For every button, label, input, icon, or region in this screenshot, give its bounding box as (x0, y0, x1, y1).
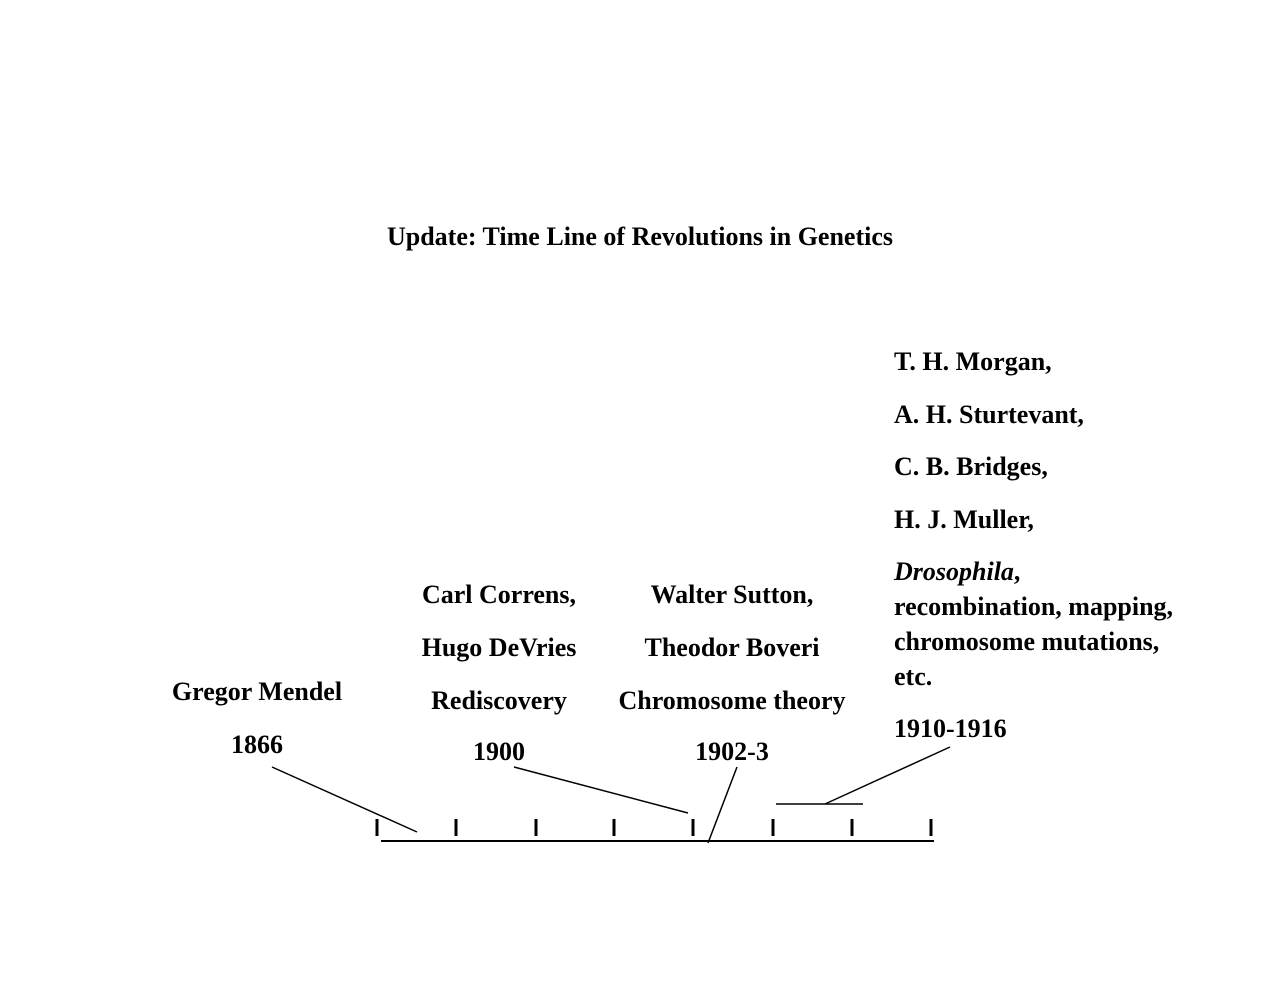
event-rediscovery-line-3: Rediscovery (431, 686, 567, 715)
event-chromosome-theory-line-1: Walter Sutton, (650, 580, 814, 609)
connector-mendel (272, 767, 417, 832)
event-chromosome-theory-line-2: Theodor Boveri (644, 633, 820, 662)
event-mendel-label: Gregor Mendel (171, 677, 343, 706)
event-drosophila-person-3: C. B. Bridges, (894, 452, 1048, 481)
organism-suffix: , (1013, 557, 1021, 586)
event-rediscovery-line-1: Carl Correns, (421, 580, 577, 609)
event-chromosome-theory-year: 1902-3 (695, 737, 769, 766)
event-chromosome-theory-line-3: Chromosome theory (618, 686, 846, 715)
event-drosophila-year: 1910-1916 (894, 714, 1007, 743)
event-rediscovery-line-2: Hugo DeVries (421, 633, 577, 662)
event-drosophila-person-1: T. H. Morgan, (894, 347, 1052, 376)
connector-drosophila (825, 747, 950, 804)
connector-rediscovery (514, 767, 688, 813)
event-rediscovery-year: 1900 (473, 737, 525, 766)
event-drosophila-topic-3: etc. (894, 662, 933, 691)
event-drosophila-topic-1: recombination, mapping, (894, 592, 1174, 621)
diagram-title: Update: Time Line of Revolutions in Genetics (386, 222, 894, 251)
event-drosophila-person-2: A. H. Sturtevant, (894, 400, 1084, 429)
event-drosophila-person-4: H. J. Muller, (894, 505, 1034, 534)
organism-name: Drosophila (894, 557, 1014, 586)
event-mendel-year: 1866 (231, 730, 283, 759)
connector-chromosome-theory (708, 767, 737, 843)
event-drosophila-topic-2: chromosome mutations, (894, 627, 1160, 656)
